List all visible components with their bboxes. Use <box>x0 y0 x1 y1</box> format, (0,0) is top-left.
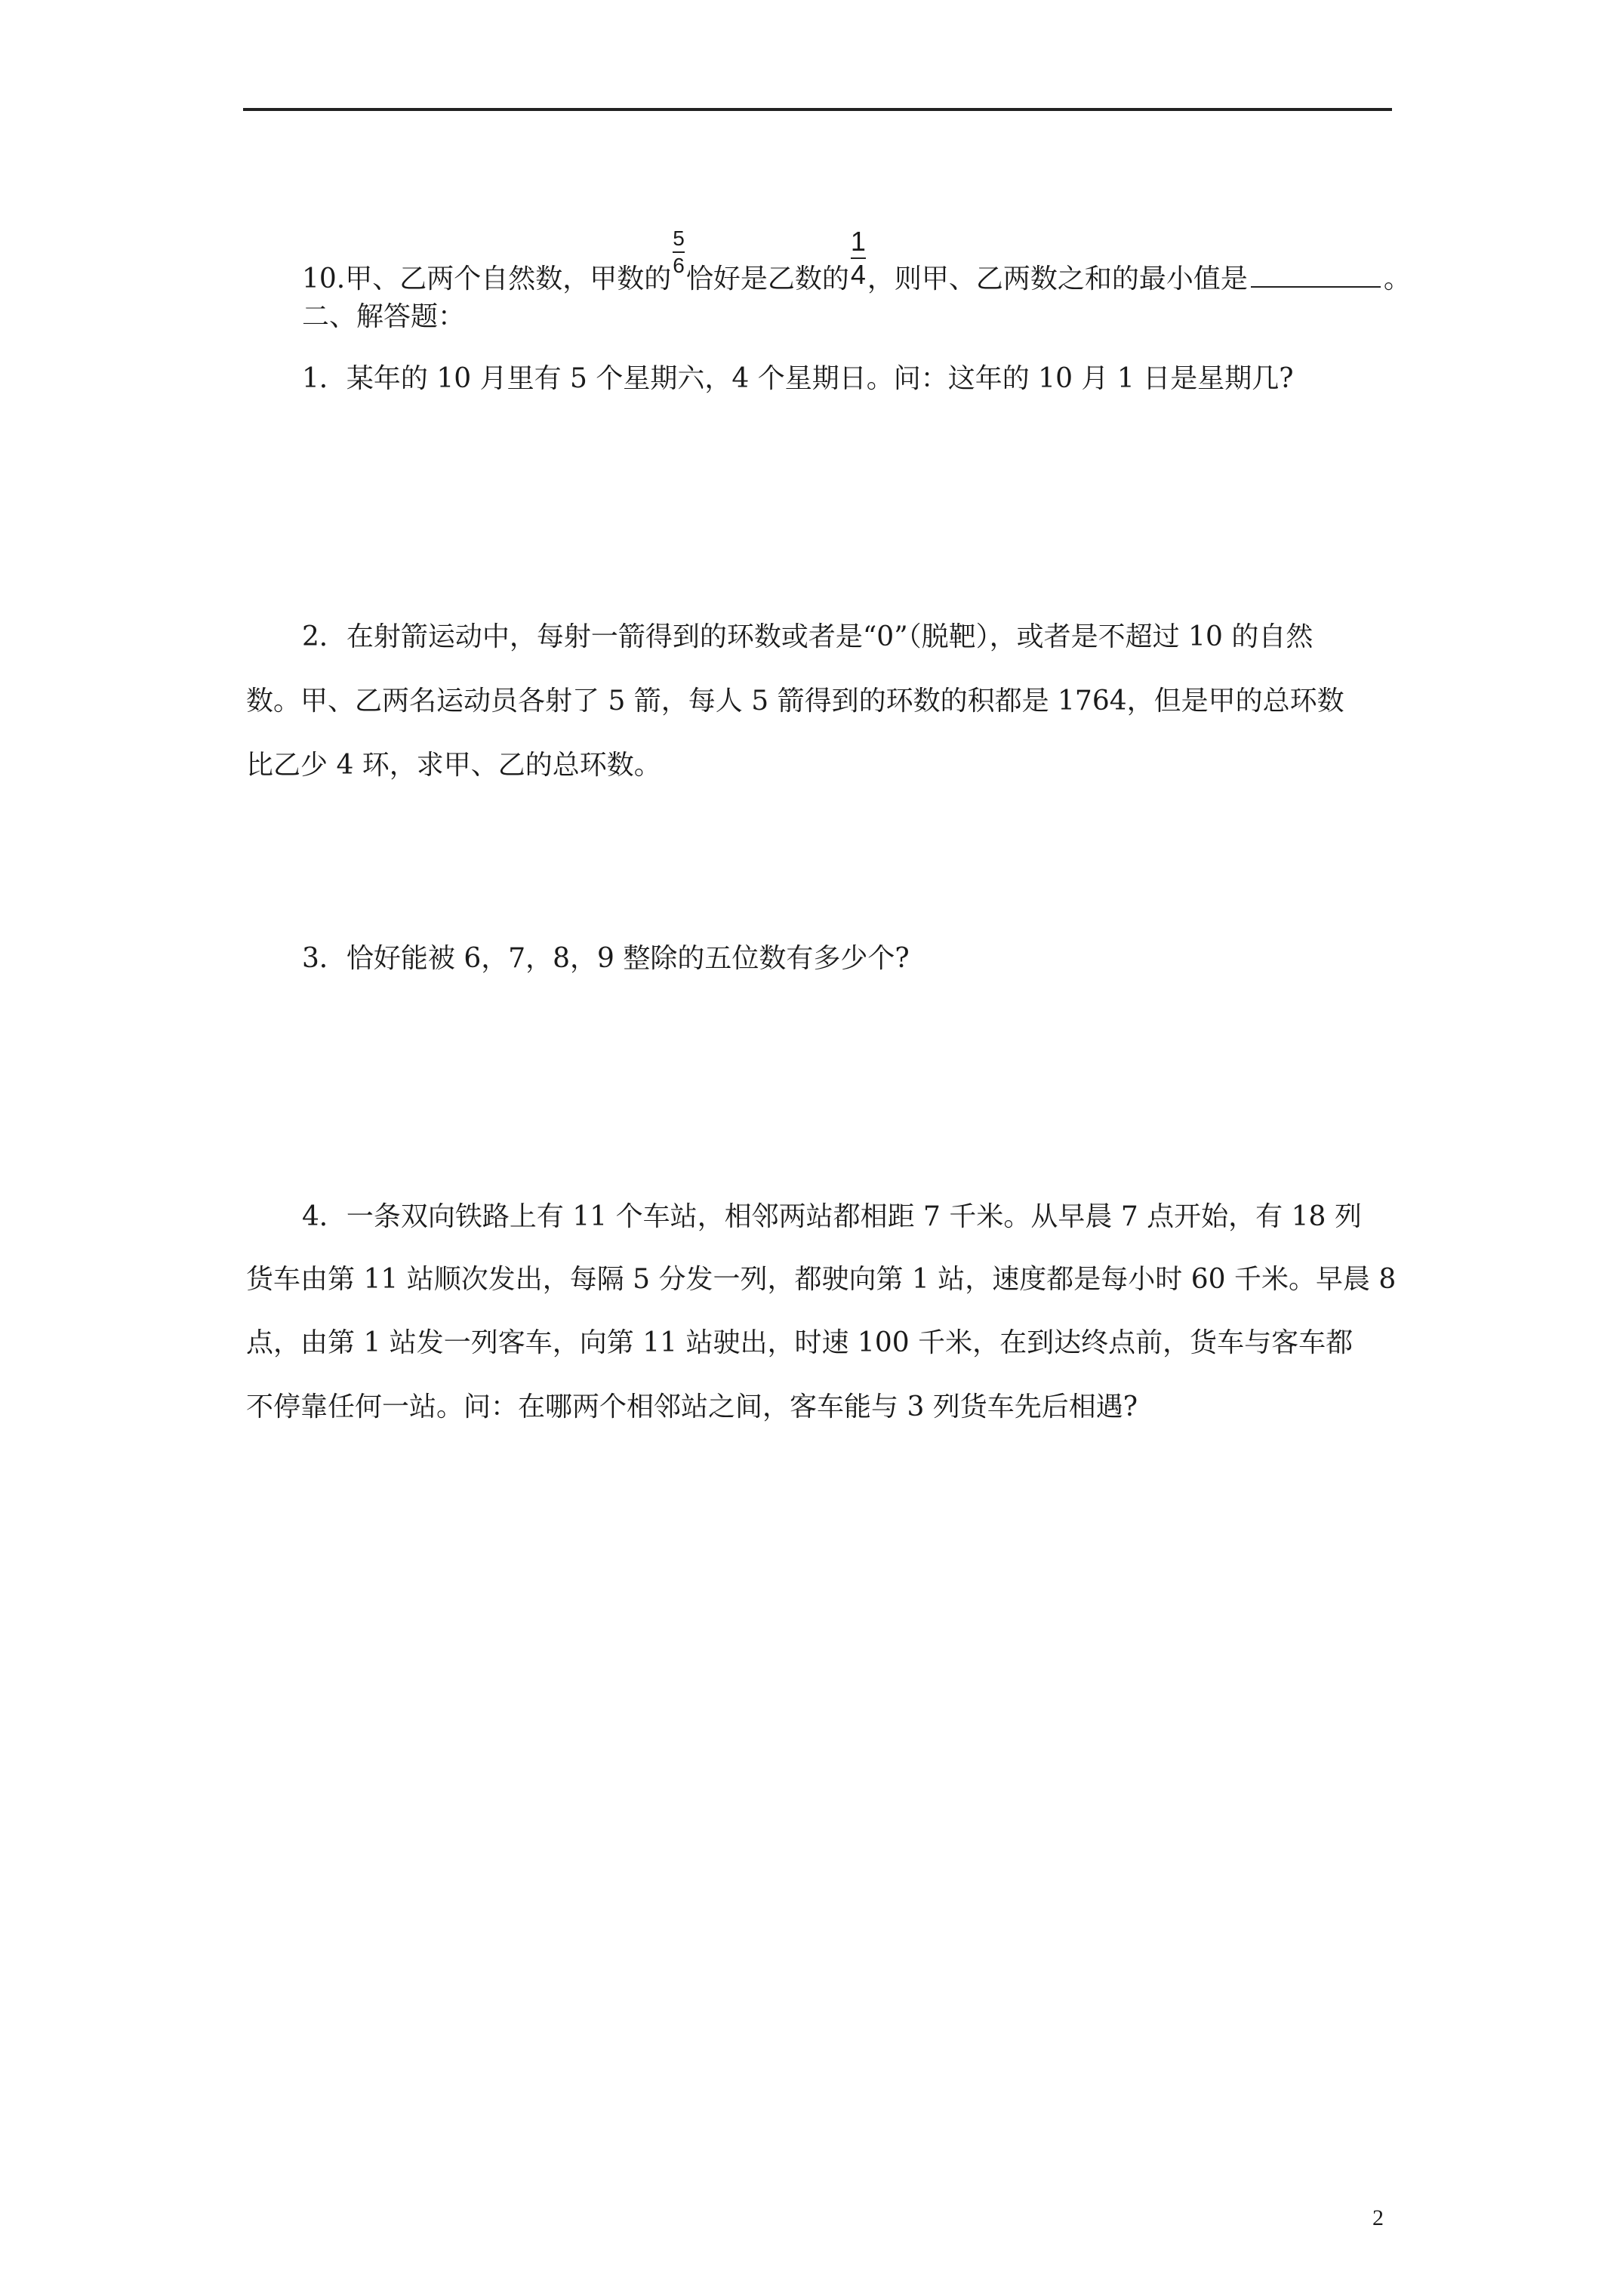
section-heading: 二、解答题： <box>302 301 466 332</box>
problem-3-line-1: 3．恰好能被 6，7，8，9 整除的五位数有多少个? <box>302 943 910 974</box>
q10-text-part1: 10.甲、乙两个自然数，甲数的 <box>302 264 672 294</box>
fraction-denominator: 4 <box>850 259 866 290</box>
problem-4-line-4: 不停靠任何一站。问：在哪两个相邻站之间，客车能与 3 列货车先后相遇? <box>246 1391 1138 1422</box>
q10-text-part3: ，则甲、乙两数之和的最小值是 <box>867 264 1248 294</box>
problem-2-line-2: 数。甲、乙两名运动员各射了 5 箭，每人 5 箭得到的环数的积都是 1764，但是甲的总环数 <box>246 686 1344 717</box>
problem-4-line-1: 4．一条双向铁路上有 11 个车站，相邻两站都相距 7 千米。从早晨 7 点开始，有 18 列 <box>302 1201 1362 1232</box>
q10-text-part2: 恰好是乙数的 <box>685 264 849 294</box>
answer-blank <box>1251 264 1381 288</box>
problem-2-line-1: 2．在射箭运动中，每射一箭得到的环数或者是“0”（脱靶），或者是不超过 10 的自然 <box>302 621 1313 652</box>
problem-2-line-3: 比乙少 4 环，求甲、乙的总环数。 <box>246 750 661 781</box>
page-number: 2 <box>1372 2205 1384 2230</box>
q10-text-part4: 。 <box>1383 264 1411 294</box>
fraction-one-quarter <box>851 228 866 288</box>
problem-4-line-3: 点，由第 1 站发一列客车，向第 11 站驶出，时速 100 千米，在到达终点前，货车与客车都 <box>246 1327 1354 1358</box>
header-rule <box>243 108 1392 111</box>
fraction-five-sixths <box>673 228 685 276</box>
fraction-numerator: 1 <box>850 226 866 257</box>
fraction-denominator: 6 <box>673 254 685 277</box>
question-10 <box>302 226 1411 311</box>
fraction-numerator: 5 <box>673 227 685 250</box>
problem-4-line-2: 货车由第 11 站顺次发出，每隔 5 分发一列，都驶向第 1 站，速度都是每小时 60 千米。早晨 8 <box>246 1264 1397 1295</box>
fraction-bar <box>673 251 685 253</box>
problem-1-line-1: 1．某年的 10 月里有 5 个星期六，4 个星期日。问：这年的 10 月 1 日是星期几? <box>302 363 1294 394</box>
